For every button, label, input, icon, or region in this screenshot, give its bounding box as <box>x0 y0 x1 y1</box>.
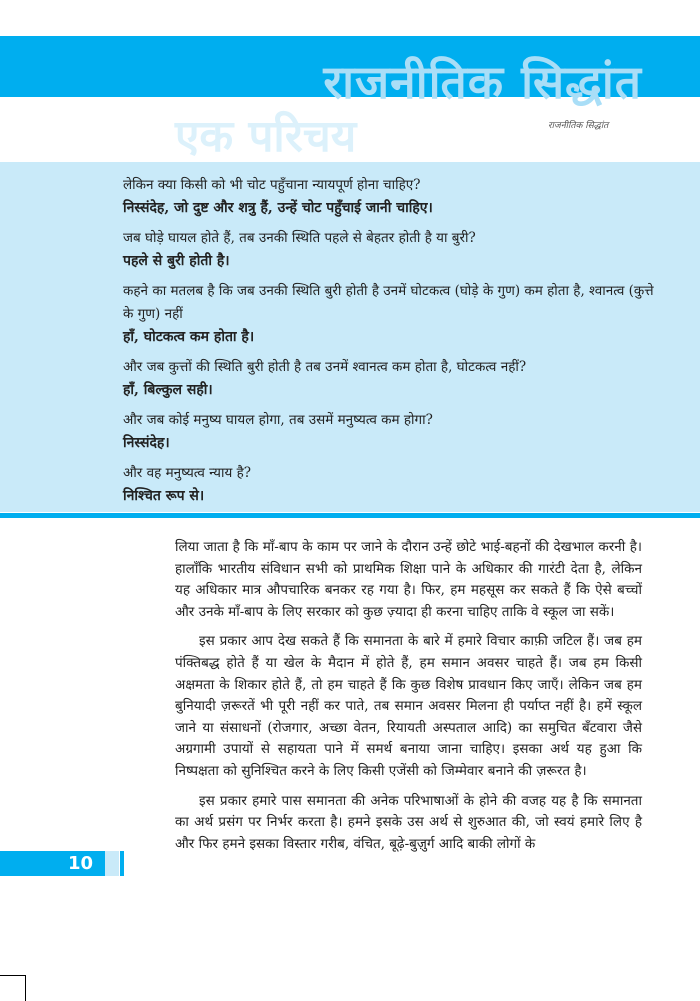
running-head: राजनीतिक सिद्धांत <box>548 121 609 131</box>
question: और वह मनुष्यत्व न्याय है? <box>123 465 251 481</box>
question: लेकिन क्या किसी को भी चोट पहुँचाना न्यायपूर्ण होना चाहिए? <box>123 177 421 193</box>
page-number-tab <box>0 851 105 876</box>
question: और जब कोई मनुष्य घायल होगा, तब उसमें मनुष्यत्व कम होगा? <box>123 412 433 428</box>
book-title: राजनीतिक सिद्धांत <box>323 55 642 109</box>
answer: निस्संदेह, जो दुष्ट और शत्रु हैं, उन्हें चोट पहुँचाई जानी चाहिए। <box>123 200 433 216</box>
dialogue-item <box>123 174 663 220</box>
dialogue-item <box>123 356 663 402</box>
dialogue-item <box>123 462 663 508</box>
answer: हाँ, बिल्कुल सही। <box>123 382 213 398</box>
book-subtitle: एक परिचय <box>175 111 357 162</box>
answer: हाँ, घोटकत्व कम होता है। <box>123 329 255 345</box>
dialogue-item <box>123 227 663 273</box>
body-text <box>175 537 642 863</box>
paragraph: लिया जाता है कि माँ-बाप के काम पर जाने के दौरान उन्हें छोटे भाई-बहनों की देखभाल करनी है। हालाँकि भारतीय संविधान सभी को प्राथमिक शिक्षा पाने के अधिकार की गारंटी देता है, लेकिन यह अधिकार मात्र औपचारिक बनकर रह गया है। फिर, हम महसूस कर सकते हैं कि ऐसे बच्चों और उनके माँ-बाप के लिए सरकार को कुछ ज़्यादा ही करना चाहिए ताकि वे स्कूल जा सकें। <box>175 539 642 620</box>
page-number: 10 <box>67 853 93 874</box>
question: और जब कुत्तों की स्थिति बुरी होती है तब उनमें श्वानत्व कम होता है, घोटकत्व नहीं? <box>123 359 527 375</box>
page-tab-strip <box>105 851 119 876</box>
question: कहने का मतलब है कि जब उनकी स्थिति बुरी होती है उनमें घोटकत्व (घोड़े के गुण) कम होता है, श्वानत्व (कुत्ते के गुण) नहीं <box>123 283 654 322</box>
answer: निश्चित रूप से। <box>123 488 205 504</box>
paragraph: इस प्रकार आप देख सकते हैं कि समानता के बारे में हमारे विचार काफ़ी जटिल हैं। जब हम पंक्तिबद्ध होते हैं या खेल के मैदान में होते हैं, हम समान अवसर चाहते हैं। जब हम किसी अक्षमता के शिकार होते हैं, तो हम चाहते हैं कि कुछ विशेष प्रावधान किए जाएँ। लेकिन जब हम बुनियादी ज़रूरतें भी पूरी नहीं कर पाते, तब समान अवसर मिलना ही पर्याप्त नहीं है। हमें स्कूल जाने या संसाधनों (रोजगार, अच्छा वेतन, रियायती अस्पताल आदि) का समुचित बँटवारा जैसे अग्रगामी उपायों से सहायता पाने में समर्थ बनाया जाना चाहिए। इसका अर्थ यह हुआ कि निष्पक्षता को सुनिश्चित करने के लिए किसी एजेंसी को जिम्मेवार बनाने की ज़रूरत है। <box>175 633 642 779</box>
dialogue-item <box>123 280 663 349</box>
divider-rule <box>0 513 700 518</box>
dialogue-box <box>0 162 700 512</box>
answer: निस्संदेह। <box>123 435 170 451</box>
dialogue-item <box>123 409 663 455</box>
paragraph: इस प्रकार हमारे पास समानता की अनेक परिभाषाओं के होने की वजह यह है कि समानता का अर्थ प्रसंग पर निर्भर करता है। हमने इसके उस अर्थ से शुरुआत की, जो स्वयं हमारे लिए है और फिर हमने इसका विस्तार गरीब, वंचित, बूढ़े-बुज़ुर्ग आदि बाकी लोगों के <box>175 792 642 852</box>
crop-mark <box>0 975 26 1001</box>
page-tab-bar <box>120 851 124 876</box>
answer: पहले से बुरी होती है। <box>123 253 230 269</box>
question: जब घोड़े घायल होते हैं, तब उनकी स्थिति पहले से बेहतर होती है या बुरी? <box>123 230 476 246</box>
